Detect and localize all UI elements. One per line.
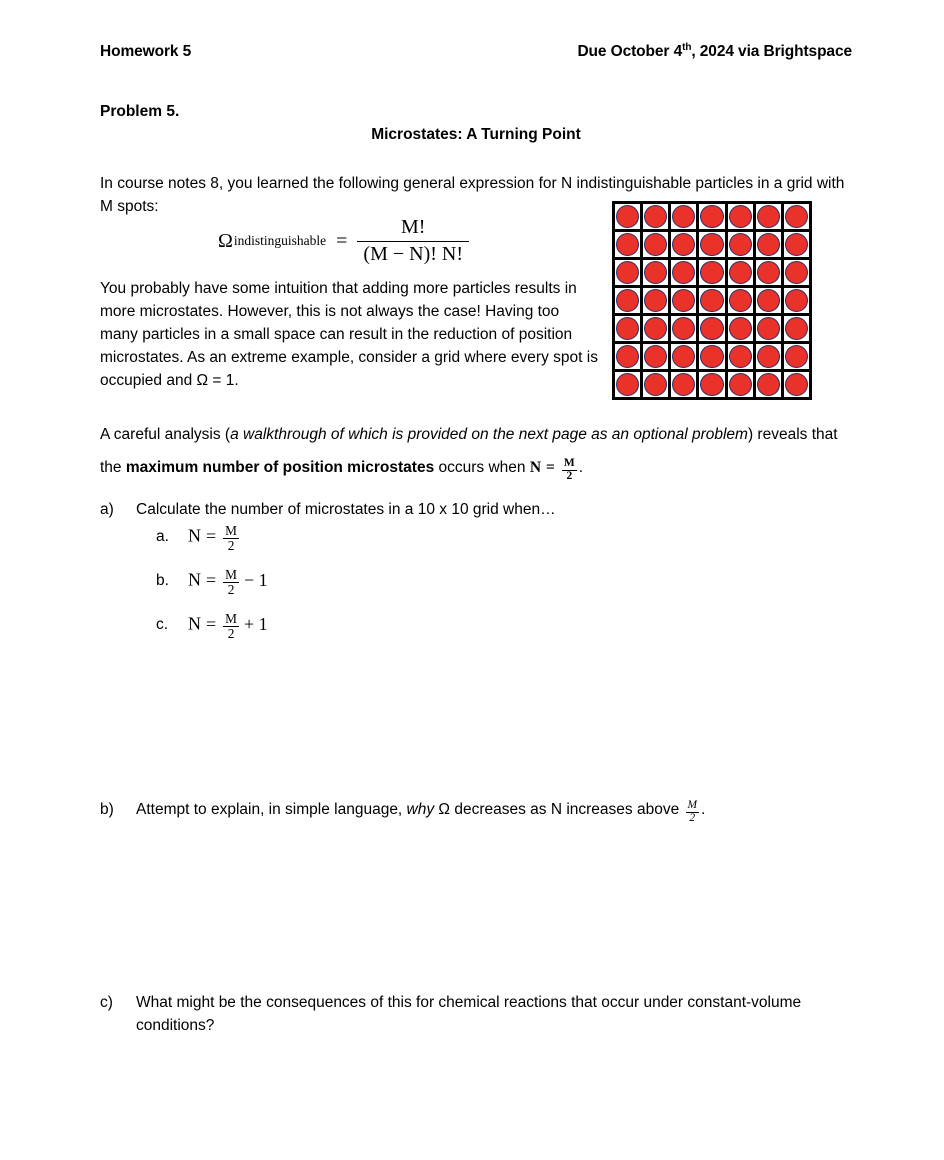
analysis-text-3: occurs when [434,459,530,476]
particle-circle [785,373,808,396]
subitem-a-denominator: 2 [227,537,235,553]
subitem-c-marker: c. [156,616,169,633]
subitem-b-tail: − 1 [244,569,268,590]
question-c-text: What might be the consequences of this for chemical reactions that occur under constant-volume conditions? [136,994,802,1034]
subitem-b-equals: = [206,569,217,590]
formula-equals: = [336,229,348,252]
particle-circle [757,289,780,312]
analysis-variable-N: N [529,459,542,476]
omega-subscript: indistinguishable [233,233,327,249]
particle-circle [729,289,752,312]
grid-cell [728,260,753,285]
question-b-text-1: Attempt to explain, in simple language, [136,801,407,818]
grid-cell [699,232,724,257]
problem-label: Problem 5. [100,103,180,120]
grid-cell [784,204,809,229]
subitem-c-fraction [223,612,239,641]
grid-cell [728,316,753,341]
subitem-c-equals: = [206,613,217,634]
particle-circle [672,233,695,256]
subitem-a-numerator: M [225,523,237,538]
grid-cell [671,372,696,397]
analysis-bold-phrase: maximum number of position microstates [125,459,435,476]
formula-denominator: (M − N)! N! [363,242,463,265]
subitem-c-numerator: M [225,611,237,626]
grid-cell [671,204,696,229]
particle-circle [616,345,639,368]
grid-cell [671,316,696,341]
due-date-suffix: , 2024 via Brightspace [691,43,852,61]
grid-cell [784,372,809,397]
grid-cell [671,260,696,285]
grid-cell [756,204,781,229]
grid-cell [728,204,753,229]
particle-circle [700,205,723,228]
particle-circle [785,345,808,368]
particle-circle [644,205,667,228]
analysis-italic-note: a walkthrough of which is provided on the next page as an optional problem [230,426,748,443]
intro-paragraph: In course notes 8, you learned the following general expression for N indistinguishable particles in a grid with M spots: [100,175,845,215]
grid-cell [643,260,668,285]
particle-circle [672,289,695,312]
particle-circle [644,345,667,368]
grid-cell [615,260,640,285]
question-b-fraction [686,800,700,825]
grid-cell [756,260,781,285]
subitem-b-equation [188,568,268,597]
grid-cell [728,288,753,313]
particle-circle [644,261,667,284]
subitem-b-denominator: 2 [227,581,235,597]
grid-cell [728,232,753,257]
grid-cell [615,316,640,341]
question-c-marker: c) [100,994,113,1011]
particle-circle [700,317,723,340]
question-b-period: . [701,801,706,818]
due-date-ordinal-suffix: th [682,42,692,53]
analysis-fraction-denominator: 2 [566,470,573,483]
subitem-c-variable: N [188,613,201,634]
due-date-prefix: Due October 4 [577,43,683,61]
grid-cell [615,288,640,313]
grid-cell [784,316,809,341]
grid-cell [615,232,640,257]
grid-cell [643,344,668,369]
subitem-c-equation [188,612,268,641]
particle-circle [729,233,752,256]
grid-cell [756,288,781,313]
grid-cell [671,344,696,369]
header-left-title: Homework 5 [100,43,192,61]
analysis-text-1: A careful analysis ( [100,426,231,443]
analysis-paragraph [100,418,852,484]
analysis-text-2: ) reveals that the [100,426,838,476]
grid-cell [699,288,724,313]
grid-cell [728,344,753,369]
particle-circle [757,317,780,340]
particle-circle [616,317,639,340]
grid-cell [784,232,809,257]
question-c [100,991,852,1037]
analysis-fraction [562,458,577,483]
particle-circle [644,233,667,256]
grid-cell [784,288,809,313]
particle-circle [700,233,723,256]
question-b-marker: b) [100,801,114,818]
subitem-c-tail: + 1 [244,613,268,634]
particle-circle [757,205,780,228]
fully-occupied-grid-figure [612,201,812,400]
analysis-equals: = [546,459,555,476]
particle-circle [616,289,639,312]
formula-numerator: M! [357,216,469,242]
subitem-a-marker: a. [156,528,169,545]
particle-circle [785,233,808,256]
particle-circle [700,373,723,396]
grid-cell [756,316,781,341]
omega-symbol: Ω [218,229,233,252]
grid-cell [784,344,809,369]
subitem-b-marker: b. [156,572,169,589]
question-b [100,798,820,825]
header-due-date [577,42,852,61]
particle-circle [616,205,639,228]
formula-fraction [357,216,469,266]
particle-circle [672,345,695,368]
particle-circle [672,205,695,228]
question-a-subitem-b [156,568,268,597]
intuition-paragraph: You probably have some intuition that adding more particles results in more microstates. However, this is not always the case! Having too many particles in a small space can result in the reduction of position microstates. As an extreme example, consider a grid where every spot is occupied and Ω = 1. [100,280,598,389]
subitem-b-variable: N [188,569,201,590]
grid-cell [643,232,668,257]
grid-cell [699,344,724,369]
question-a-subitem-a [156,524,244,553]
grid-cell [671,288,696,313]
particle-circle [729,317,752,340]
subitem-b-fraction [223,568,239,597]
particle-circle [700,289,723,312]
particle-circle [644,289,667,312]
grid-cell [615,204,640,229]
particle-circle [616,233,639,256]
subitem-b-numerator: M [225,567,237,582]
grid-cell [784,260,809,285]
grid-cell [699,260,724,285]
particle-circle [616,373,639,396]
particle-circle [729,345,752,368]
page-title: Microstates: A Turning Point [371,126,581,143]
particle-circle [785,261,808,284]
grid-cell [699,372,724,397]
question-a-marker: a) [100,501,114,518]
grid-cell [643,204,668,229]
particle-circle [785,289,808,312]
particle-circle [757,261,780,284]
question-b-text-2: Ω decreases as N increases above [434,801,684,818]
grid-cell [756,372,781,397]
analysis-period: . [578,459,584,476]
particle-circle [729,205,752,228]
page-header [100,42,852,61]
particle-circle [729,373,752,396]
particle-circle [700,345,723,368]
grid-cell [643,372,668,397]
particle-circle [785,205,808,228]
grid-cell [756,344,781,369]
particle-circle [757,345,780,368]
particle-circle [644,373,667,396]
subitem-a-equals: = [206,525,217,546]
question-b-text [136,798,820,825]
grid-cell [699,316,724,341]
particle-circle [785,317,808,340]
question-a [100,498,800,521]
particle-circle [729,261,752,284]
grid-cell [643,316,668,341]
question-b-denominator: 2 [689,812,696,825]
particle-circle [672,317,695,340]
particle-circle [644,317,667,340]
analysis-fraction-numerator: M [563,457,575,470]
grid-cell [756,232,781,257]
particle-circle [757,233,780,256]
particle-circle [700,261,723,284]
question-a-text: Calculate the number of microstates in a 10 x 10 grid when… [136,501,556,518]
microstates-formula [218,216,469,266]
particle-circle [672,261,695,284]
subitem-a-equation [188,524,244,553]
question-a-subitem-c [156,612,268,641]
grid-cell [615,372,640,397]
subitem-a-variable: N [188,525,201,546]
grid-cell [643,288,668,313]
grid-cell [671,232,696,257]
subitem-a-fraction [223,524,239,553]
question-b-numerator: M [687,799,698,812]
particle-circle [616,261,639,284]
grid-cell [615,344,640,369]
particle-circle [672,373,695,396]
subitem-c-denominator: 2 [227,625,235,641]
question-b-italic-why: why [406,801,435,818]
grid-cell [699,204,724,229]
particle-circle [757,373,780,396]
grid-cell [728,372,753,397]
